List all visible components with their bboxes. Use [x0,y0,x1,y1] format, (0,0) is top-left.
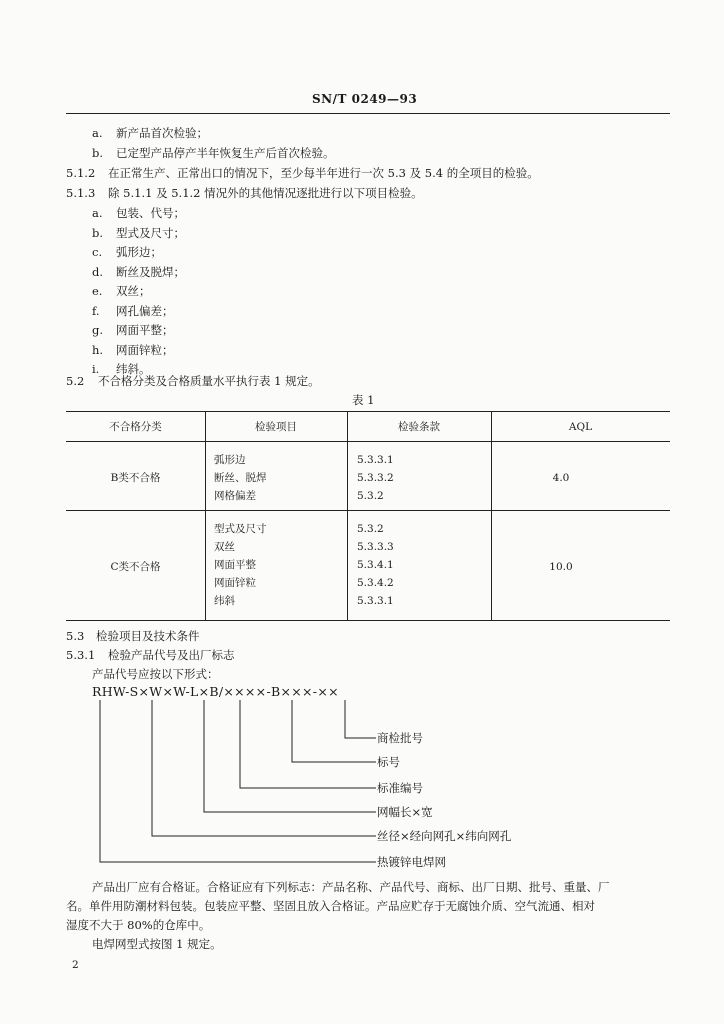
code-label: 标准编号 [377,781,423,795]
list-item-mark: g. [92,323,104,337]
table-clause-cell: 5.3.2 [357,490,384,502]
table-header-cell: 检验项目 [255,421,297,433]
paragraph-line: 电焊网型式按图 1 规定。 [92,937,222,951]
list-item-text: 网孔偏差； [116,303,174,318]
list-item-mark: i. [92,362,100,376]
table-header-cell: 检验条款 [398,421,440,433]
table-item-cell: 型式及尺寸 [214,523,267,535]
paragraph-line: 湿度不大于 80%的仓库中。 [66,918,211,932]
list-item-text: 网面锌粒； [116,342,174,357]
table-item-cell: 纬斜 [214,595,235,607]
list-item-text: 包装、代号； [116,206,185,220]
code-label: 热镀锌电焊网 [377,855,446,869]
table-clause-cell: 5.3.2 [357,523,384,535]
list-item-mark: a. [92,126,103,140]
list-item-text: 型式及尺寸； [116,225,185,240]
page-number: 2 [72,959,79,971]
list-item-mark: b. [92,146,104,160]
table-item-cell: 网面平整 [214,559,256,571]
table-item-cell: 双丝 [214,541,235,553]
table-header-cell: 不合格分类 [109,421,162,433]
table-category-cell: C类不合格 [110,561,161,573]
table-clause-cell: 5.3.3.1 [357,595,394,607]
table-item-cell: 网格偏差 [214,490,256,502]
list-item-mark: b. [92,225,104,240]
code-label: 商检批号 [377,731,423,745]
table-item-cell: 弧形边 [214,454,246,466]
list-item-text: 新产品首次检验； [116,126,208,140]
list-item-mark: c. [92,245,103,259]
table-clause-cell: 5.3.4.2 [357,577,394,589]
clause-text: 不合格分类及合格质量水平执行表 1 规定。 [98,374,320,388]
paragraph-line: 产品出厂应有合格证。合格证应有下列标志：产品名称、产品代号、商标、出厂日期、批号、重量、厂 [92,880,610,894]
list-item-text: 弧形边； [116,245,162,259]
list-item-text: 网面平整； [116,323,174,337]
list-item-mark: d. [92,264,104,279]
table-caption: 表 1 [352,393,375,407]
clause-number: 5.2 [66,374,85,388]
list-item-mark: f. [92,303,100,318]
table-clause-cell: 5.3.4.1 [357,559,394,571]
code-label: 网幅长×宽 [377,805,433,819]
clause-text: 在正常生产、正常出口的情况下，至少每半年进行一次 5.3 及 5.4 的全项目的检验。 [108,166,539,180]
list-item-mark: h. [92,342,104,357]
table-item-cell: 网面锌粒 [214,577,256,589]
paragraph-line: 名。单件用防潮材料包装。包装应平整、坚固且放入合格证。产品应贮存于无腐蚀介质、空气流通、相对 [66,899,595,913]
clause-number: 5.1.3 [66,186,96,200]
clause-text: 除 5.1.1 及 5.1.2 情况外的其他情况逐批进行以下项目检验。 [108,186,423,200]
clause-number: 5.3.1 [66,648,96,662]
clause-number: 5.3 [66,629,85,643]
clause-text: 检验项目及技术条件 [96,629,200,643]
product-code-format: RHW-S×W×W-L×B/××××-B×××-×× [92,684,339,699]
document-code: SN/T 0249—93 [312,92,418,106]
table-clause-cell: 5.3.3.1 [357,454,394,466]
table-clause-cell: 5.3.3.3 [357,541,394,553]
table-aql-cell: 4.0 [552,472,570,484]
code-label: 丝径×经向网孔×纬向网孔 [377,829,512,843]
table-category-cell: B类不合格 [110,472,161,484]
list-item-text: 纬斜。 [116,362,151,376]
list-item-text: 断丝及脱焊； [116,264,185,279]
table-clause-cell: 5.3.3.2 [357,472,394,484]
clause-number: 5.1.2 [66,166,96,180]
list-item-text: 双丝； [116,284,151,298]
list-item-mark: a. [92,206,103,220]
table-header-cell: AQL [568,421,593,433]
code-intro: 产品代号应按以下形式： [92,667,219,681]
clause-text: 检验产品代号及出厂标志 [108,648,235,662]
list-item-mark: e. [92,284,103,298]
code-label: 标号 [377,755,400,769]
table-aql-cell: 10.0 [549,561,573,573]
list-item-text: 已定型产品停产半年恢复生产后首次检验。 [116,146,335,160]
table-item-cell: 断丝、脱焊 [214,472,267,484]
